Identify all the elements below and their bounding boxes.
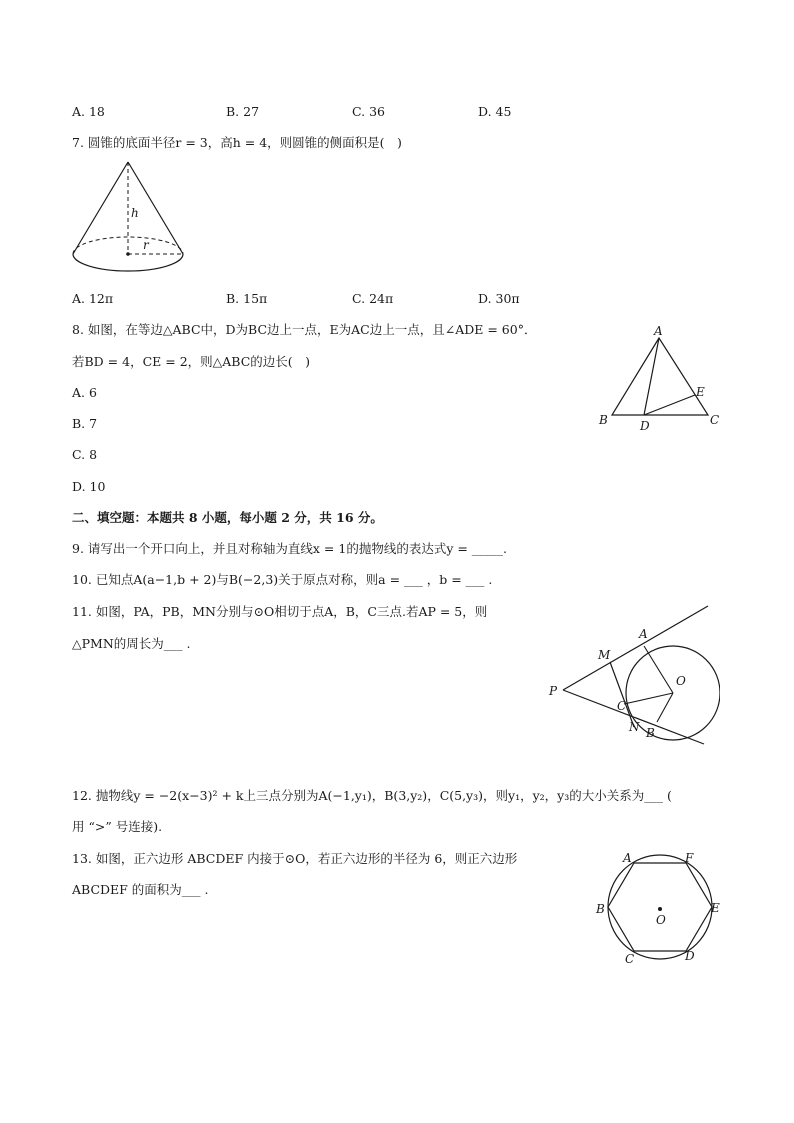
tan-label-p: P [549,684,558,698]
q6-option-a: A. 18 [72,104,105,119]
tri-label-e: E [696,385,705,399]
hex-label-c: C [625,952,635,966]
q7-option-c: C. 24π [352,291,394,306]
q7-option-d: D. 30π [478,291,520,306]
cone-figure [68,158,188,276]
hex-label-e: E [711,901,720,915]
q8-option-a: A. 6 [72,385,97,400]
tan-label-a: A [639,627,648,641]
hex-label-d: D [685,949,695,963]
section-heading: 二、填空题：本题共 8 小题，每小题 2 分，共 16 分。 [72,510,383,525]
q8-option-c: C. 8 [72,447,98,462]
q8-stem-line2: 若BD = 4，CE = 2，则△ABC的边长( ) [72,354,311,369]
tan-label-m: M [598,648,611,662]
tan-label-o: O [676,674,686,688]
q13-stem-line1: 13. 如图，正六边形 ABCDEF 内接于⊙O，若正六边形的半径为 6，则正六边形 [72,851,518,866]
q6-option-c: C. 36 [352,104,385,119]
tri-label-a: A [654,324,663,338]
q13-stem-line2: ABCDEF 的面积为___ . [72,882,209,897]
triangle-figure [590,320,730,435]
tri-label-b: B [599,413,608,427]
cone-label-r: r [143,238,149,252]
q11-stem-line2: △PMN的周长为___ . [72,636,191,651]
hex-label-a: A [623,851,632,865]
q10-stem: 10. 已知点A(a−1,b + 2)与B(−2,3)关于原点对称，则a = ___ ，b = ___ . [72,572,493,587]
q6-option-d: D. 45 [478,104,512,119]
q7-stem: 7. 圆锥的底面半径r = 3，高h = 4，则圆锥的侧面积是( ) [72,135,402,150]
q8-option-d: D. 10 [72,479,106,494]
hexagon-figure [590,845,725,970]
q6-option-b: B. 27 [226,104,260,119]
q9-stem: 9. 请写出一个开口向上，并且对称轴为直线x = 1的抛物线的表达式y = _____. [72,541,508,556]
q11-stem-line1: 11. 如图，PA，PB，MN分别与⊙O相切于点A，B，C三点.若AP = 5，则 [72,604,488,619]
q8-option-b: B. 7 [72,416,98,431]
q8-stem-line1: 8. 如图，在等边△ABC中，D为BC边上一点，E为AC边上一点，且∠ADE = 60°． [72,322,537,337]
hex-label-f: F [685,851,694,865]
tangent-figure [540,600,720,750]
hex-label-o: O [656,913,666,927]
q12-stem-line2: 用 “>” 号连接). [72,819,163,834]
tri-label-d: D [640,419,650,433]
q7-option-b: B. 15π [226,291,268,306]
tan-label-n: N [629,720,640,734]
q7-option-a: A. 12π [72,291,114,306]
tri-label-c: C [710,413,720,427]
tan-label-c: C [617,699,627,713]
tan-label-b: B [646,726,655,740]
q12-stem-line1: 12. 抛物线y = −2(x−3)² + k上三点分别为A(−1,y₁)，B(3,y₂)，C(5,y₃)，则y₁，y₂，y₃的大小关系为___ ( [72,788,672,803]
hex-label-b: B [596,902,605,916]
cone-label-h: h [131,206,139,220]
